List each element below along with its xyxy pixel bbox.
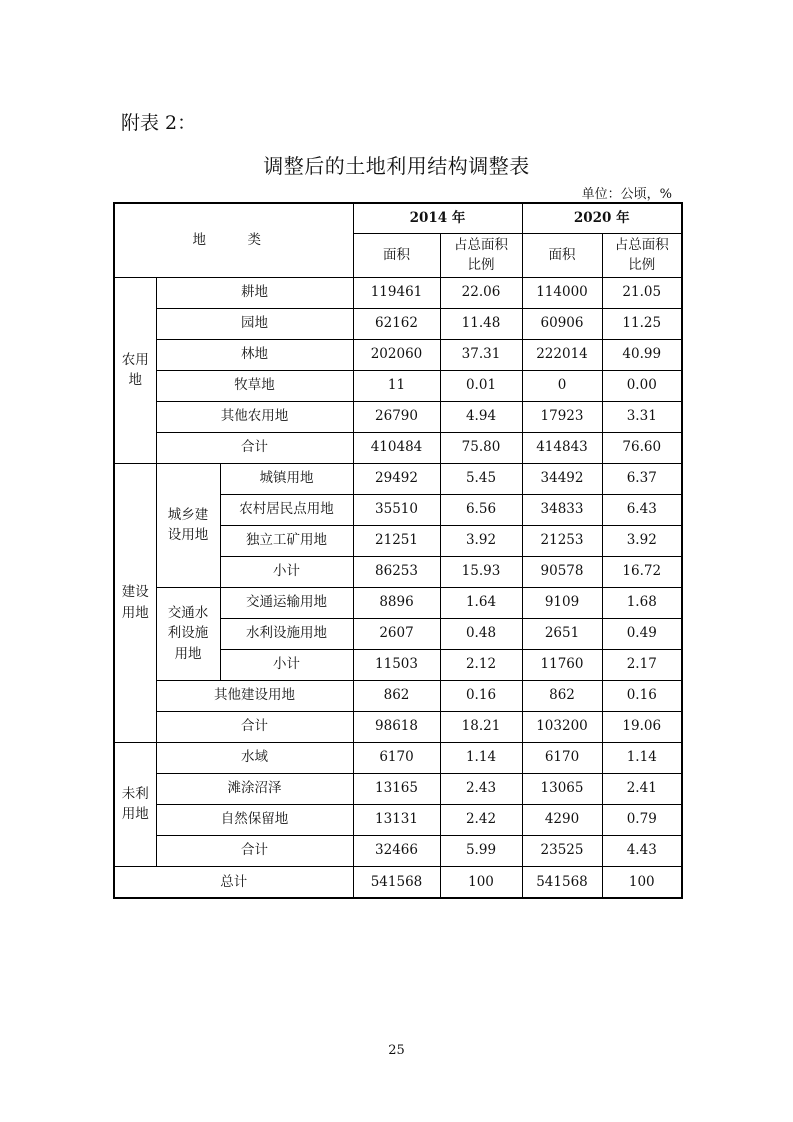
share-2014: 2.42 <box>440 804 522 835</box>
row-name: 其他建设用地 <box>156 680 353 711</box>
row-name: 水域 <box>156 742 353 773</box>
share-2014: 75.80 <box>440 432 522 463</box>
table-row <box>114 308 682 339</box>
subgroup-transport-label: 交通水 利设施 用地 <box>156 587 220 680</box>
share-2014: 0.16 <box>440 680 522 711</box>
area-2014: 13165 <box>353 773 440 804</box>
area-2014: 21251 <box>353 525 440 556</box>
share-2020: 0.79 <box>602 804 682 835</box>
table-row <box>114 835 682 866</box>
area-2020: 60906 <box>522 308 602 339</box>
share-2020: 1.68 <box>602 587 682 618</box>
header-row-years <box>114 203 682 233</box>
unit-note: 单位：公顷，% <box>581 187 672 202</box>
share-2014: 15.93 <box>440 556 522 587</box>
area-2014: 35510 <box>353 494 440 525</box>
share-2014: 3.92 <box>440 525 522 556</box>
area-2020: 2651 <box>522 618 602 649</box>
area-2014: 541568 <box>353 866 440 898</box>
area-2014: 29492 <box>353 463 440 494</box>
share-2014: 11.48 <box>440 308 522 339</box>
area-2020: 4290 <box>522 804 602 835</box>
share-2020: 3.31 <box>602 401 682 432</box>
share-2014: 0.48 <box>440 618 522 649</box>
share-2014: 18.21 <box>440 711 522 742</box>
share-2020: 2.41 <box>602 773 682 804</box>
area-2014: 410484 <box>353 432 440 463</box>
share-2014: 4.94 <box>440 401 522 432</box>
share-2020: 0.49 <box>602 618 682 649</box>
share-2020: 3.92 <box>602 525 682 556</box>
area-2020: 17923 <box>522 401 602 432</box>
group-construction-label: 建设 用地 <box>114 463 156 742</box>
row-name: 水利设施用地 <box>220 618 353 649</box>
area-2020: 414843 <box>522 432 602 463</box>
area-2020: 114000 <box>522 277 602 308</box>
row-name: 林地 <box>156 339 353 370</box>
row-name: 牧草地 <box>156 370 353 401</box>
header-category: 地 类 <box>114 203 353 277</box>
table-row <box>114 277 682 308</box>
row-name: 园地 <box>156 308 353 339</box>
table-row <box>114 432 682 463</box>
table-title: 调整后的土地利用结构调整表 <box>263 154 530 178</box>
share-2020: 2.17 <box>602 649 682 680</box>
share-2014: 5.45 <box>440 463 522 494</box>
area-2020: 13065 <box>522 773 602 804</box>
table-row <box>114 401 682 432</box>
area-2014: 13131 <box>353 804 440 835</box>
area-2020: 90578 <box>522 556 602 587</box>
table-row <box>114 370 682 401</box>
group-agri-label: 农用 地 <box>114 277 156 463</box>
table-row <box>114 711 682 742</box>
share-2020: 21.05 <box>602 277 682 308</box>
area-2020: 0 <box>522 370 602 401</box>
row-name: 城镇用地 <box>220 463 353 494</box>
share-2020: 6.37 <box>602 463 682 494</box>
row-name: 合计 <box>156 711 353 742</box>
table-row <box>114 463 682 494</box>
area-2020: 11760 <box>522 649 602 680</box>
area-2020: 21253 <box>522 525 602 556</box>
area-2014: 2607 <box>353 618 440 649</box>
header-share-2014: 占总面积 比例 <box>440 233 522 277</box>
area-2014: 119461 <box>353 277 440 308</box>
area-2014: 11 <box>353 370 440 401</box>
share-2020: 0.00 <box>602 370 682 401</box>
share-2014: 2.43 <box>440 773 522 804</box>
area-2020: 6170 <box>522 742 602 773</box>
row-name: 耕地 <box>156 277 353 308</box>
row-name: 滩涂沼泽 <box>156 773 353 804</box>
row-name: 农村居民点用地 <box>220 494 353 525</box>
land-use-table <box>113 202 683 899</box>
table-row <box>114 680 682 711</box>
share-2020: 19.06 <box>602 711 682 742</box>
share-2020: 6.43 <box>602 494 682 525</box>
share-2020: 11.25 <box>602 308 682 339</box>
header-area-2020: 面积 <box>522 233 602 277</box>
row-name: 其他农用地 <box>156 401 353 432</box>
header-2020: 2020 年 <box>522 203 682 233</box>
area-2014: 62162 <box>353 308 440 339</box>
row-name: 自然保留地 <box>156 804 353 835</box>
area-2014: 26790 <box>353 401 440 432</box>
area-2014: 86253 <box>353 556 440 587</box>
area-2014: 98618 <box>353 711 440 742</box>
table-row <box>114 587 682 618</box>
area-2020: 222014 <box>522 339 602 370</box>
share-2014: 100 <box>440 866 522 898</box>
row-name: 独立工矿用地 <box>220 525 353 556</box>
row-name: 合计 <box>156 432 353 463</box>
area-2020: 9109 <box>522 587 602 618</box>
area-2014: 32466 <box>353 835 440 866</box>
share-2014: 22.06 <box>440 277 522 308</box>
table-row <box>114 339 682 370</box>
grand-total-row <box>114 866 682 898</box>
row-name: 总计 <box>114 866 353 898</box>
group-unused-label: 未利 用地 <box>114 742 156 866</box>
area-2014: 6170 <box>353 742 440 773</box>
share-2014: 1.64 <box>440 587 522 618</box>
page-number: 25 <box>388 1043 405 1058</box>
table-row <box>114 742 682 773</box>
area-2014: 11503 <box>353 649 440 680</box>
share-2014: 0.01 <box>440 370 522 401</box>
area-2014: 8896 <box>353 587 440 618</box>
share-2020: 0.16 <box>602 680 682 711</box>
area-2020: 23525 <box>522 835 602 866</box>
row-name: 小计 <box>220 556 353 587</box>
share-2014: 1.14 <box>440 742 522 773</box>
area-2020: 34833 <box>522 494 602 525</box>
table-row <box>114 804 682 835</box>
share-2020: 1.14 <box>602 742 682 773</box>
subgroup-urban-label: 城乡建 设用地 <box>156 463 220 587</box>
share-2020: 40.99 <box>602 339 682 370</box>
area-2014: 202060 <box>353 339 440 370</box>
share-2020: 16.72 <box>602 556 682 587</box>
share-2014: 2.12 <box>440 649 522 680</box>
area-2020: 541568 <box>522 866 602 898</box>
share-2014: 37.31 <box>440 339 522 370</box>
row-name: 小计 <box>220 649 353 680</box>
area-2014: 862 <box>353 680 440 711</box>
row-name: 交通运输用地 <box>220 587 353 618</box>
header-2014: 2014 年 <box>353 203 522 233</box>
area-2020: 103200 <box>522 711 602 742</box>
table-row <box>114 773 682 804</box>
row-name: 合计 <box>156 835 353 866</box>
header-area-2014: 面积 <box>353 233 440 277</box>
share-2020: 4.43 <box>602 835 682 866</box>
appendix-heading: 附表 2： <box>121 112 197 134</box>
share-2014: 5.99 <box>440 835 522 866</box>
share-2014: 6.56 <box>440 494 522 525</box>
share-2020: 76.60 <box>602 432 682 463</box>
area-2020: 862 <box>522 680 602 711</box>
share-2020: 100 <box>602 866 682 898</box>
header-share-2020: 占总面积 比例 <box>602 233 682 277</box>
area-2020: 34492 <box>522 463 602 494</box>
